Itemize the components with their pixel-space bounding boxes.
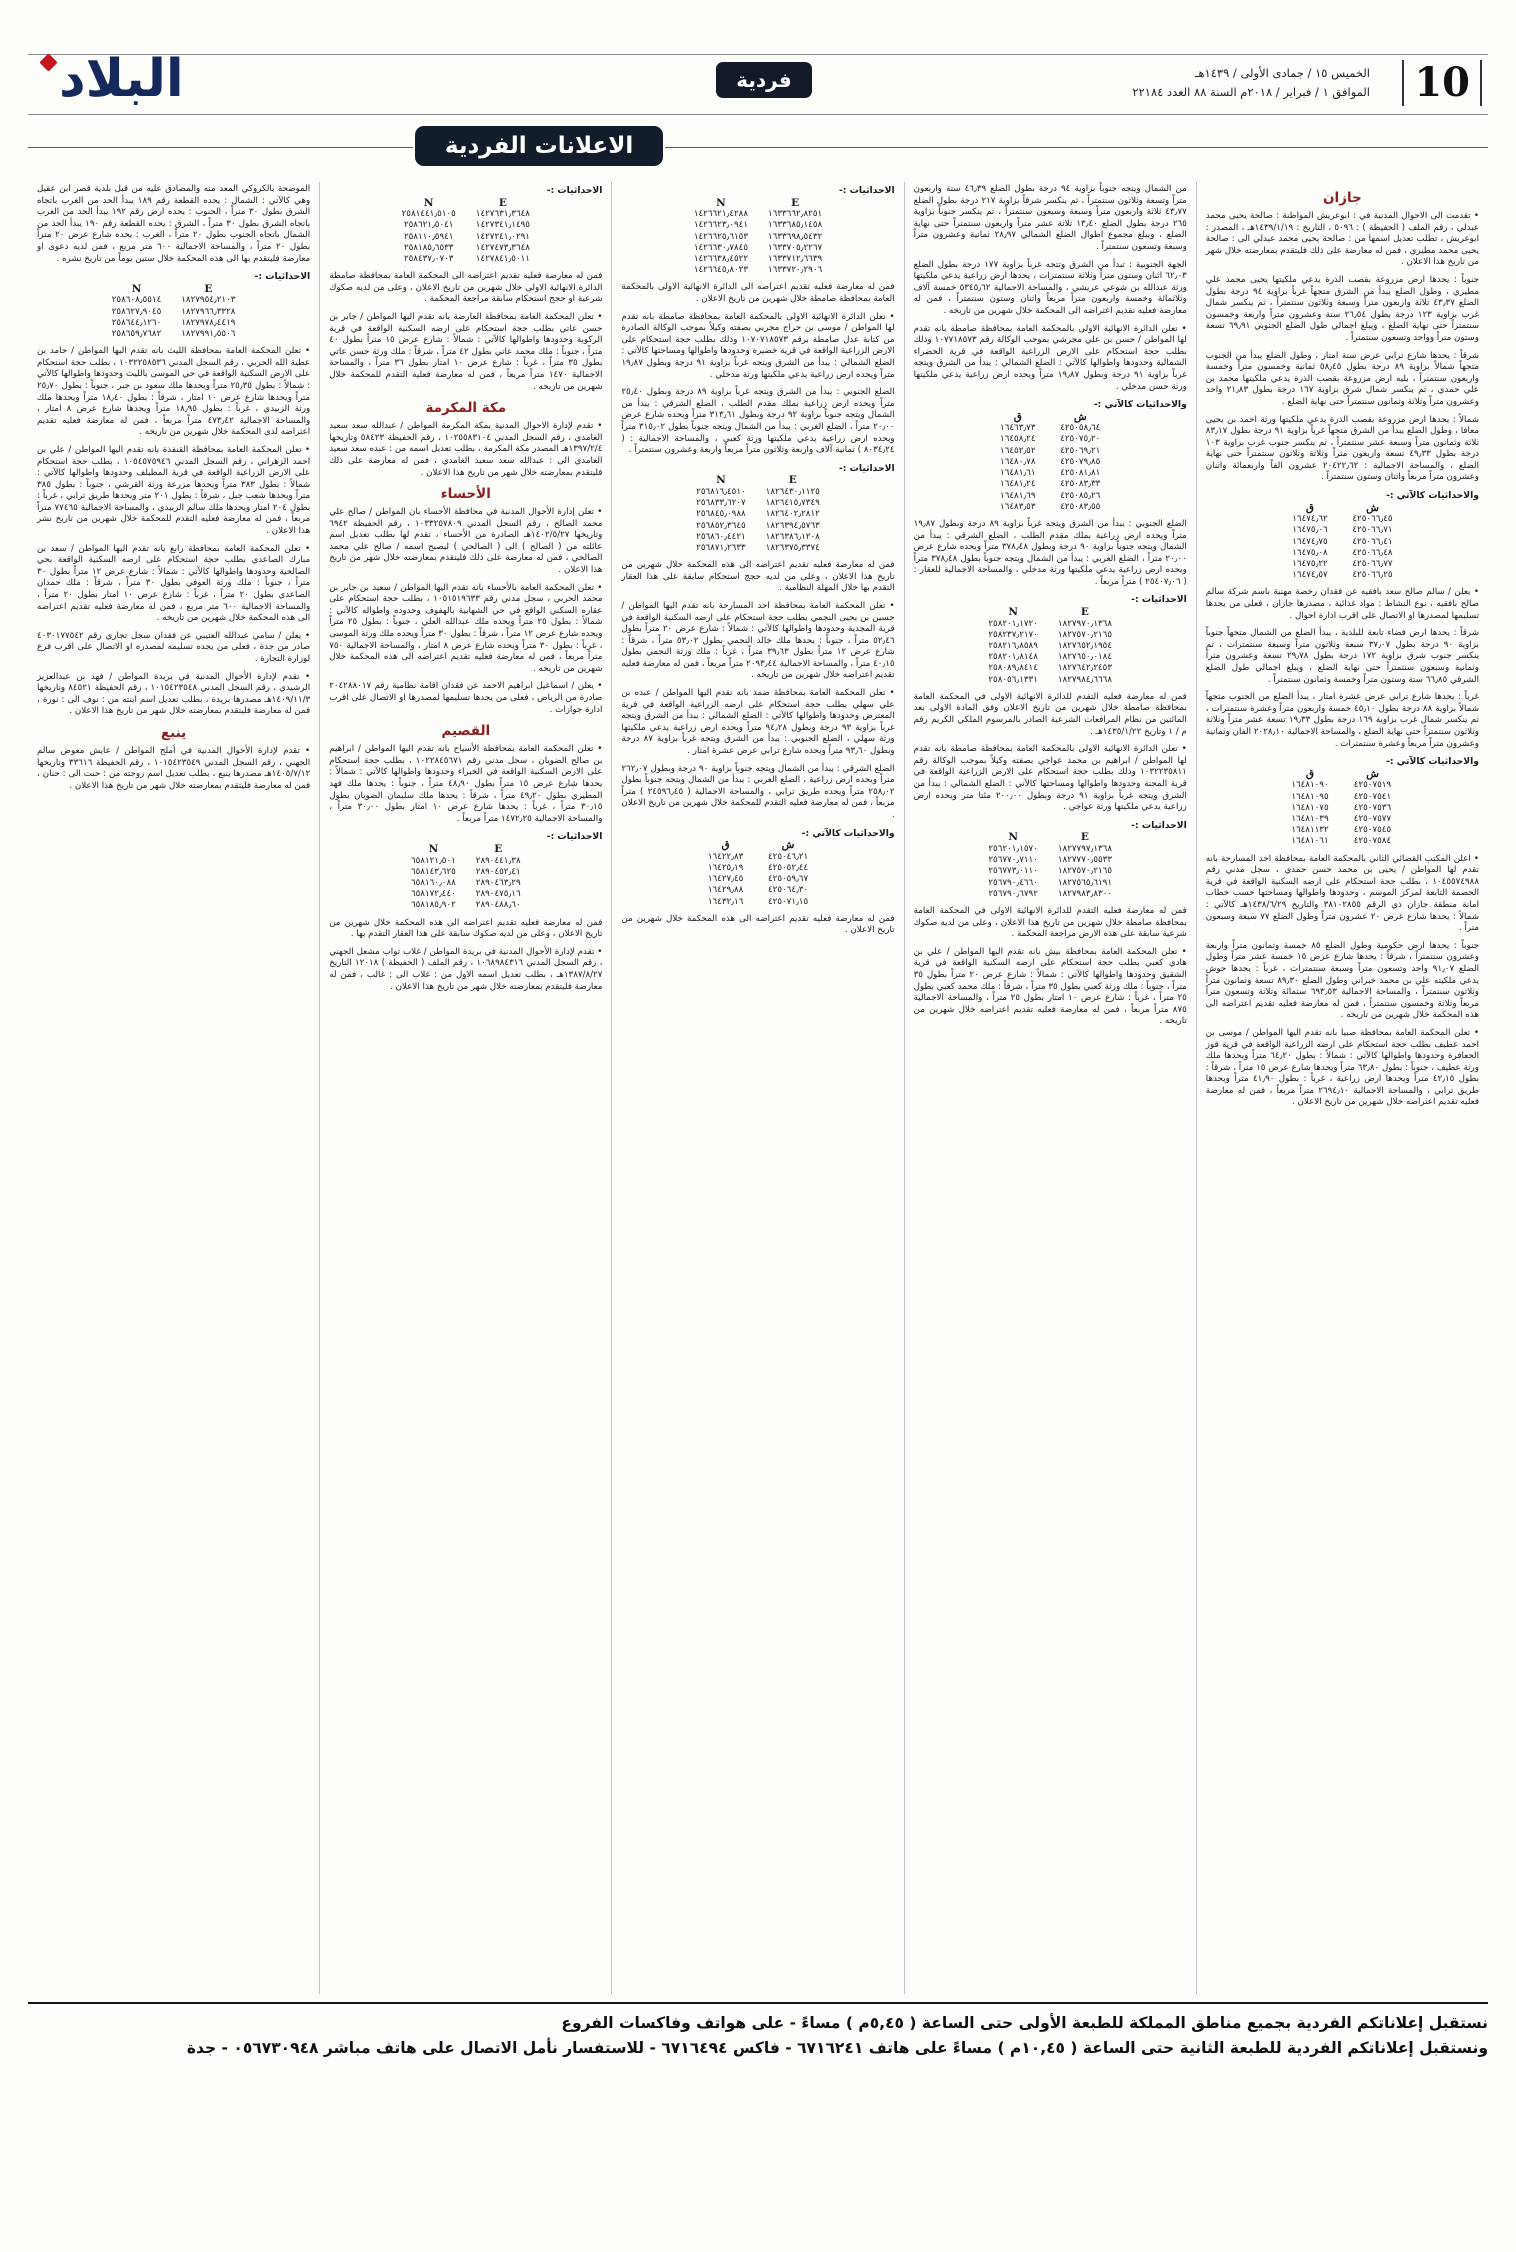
ad-paragraph: • تعلن المحكمة العامة بمحافظة الليث بانه تقدم اليها المواطن / حامد بن عطية الله الحربي ، رقم السجل المدني ١٠٣٢٢٥٨٥٣٦ ، بطلب حجة استحكام على الارض السكنية الواقعة في حي الموسى بالليث وحدودها واطوالها كالآتي : شمالاً : بطول ٢٥٫٣٥ متراً ويحدها ملك سعود بن جبر ، جنوباً : بطول ٢٥٫٧٠ متراً ويحدها شارع عرض ١٠ امتار ، شرقاً : بطول ١٨٫٤٠ متراً ويحدها ملك ورثة الزبيدي ، غرباً : بطول ١٨٫٩٥ متراً ويحدها شارع عرض ٨ امتار ، والمساحة الاجمالية ٤٧٣٫٤٢ متراً مربعاً ، فمن له معارضة فعليه تقديم اعتراضه لدى المحكمة خلال شهرين من تاريخه . [36,346,311,438]
ad-paragraph: الجهة الجنوبية : تبدأ من الشرق وتتجه غرباً بزاوية ١٧٧ درجة بطول الضلع ٦٢٫٠٣ اثنان وستون متراً وثلاثة سنتمترات ، يحدها ارض زراعية يدعي ملكيتها ورثة عبدالله بن شوعي عريشي ، والمساحة الاجمالية ٥٣٤٥٫٦٢ خمسة آلاف وثلاثمائة وخمسة واربعون متراً مربعاً واثنان وستون سنتمتراً ، فمن له معارضة فعليه تقديم اعتراضه الى المحكمة خلال شهرين من تاريخه . [913,259,1187,316]
coordinates-label: الاحداثيات :- [546,185,603,196]
ad-paragraph: فمن له معارضة فعليه تقديم اعتراضه الى المحكمة العامة بمحافظة صامطة الدائرة الانهائية الاولى خلال شهرين من تاريخ الاعلان ، وعلى من لديه صكوك شرعية او حجج استحكام سابقة مراجعة المحكمة . [329,271,603,305]
page-number: 10 [1414,59,1470,106]
coordinates-table: ش ق ٤٢٥٠٤٦٫٢١ ١٦٤٢٢٫٨٣ ٤٢٥٠٥٢٫٤٤ ١٦٤٢٥٫١٩ ٤٢٥٠٥٩٫٦٧ ١٦٤٢٧٫٤٥ ٤٢٥٠٦٤٫٣٠ ١٦٤٢٩٫٨٨ ٤٢٥٠٧١٫١٥ ١٦٤٣٢٫١٦ [707,839,809,907]
coordinates-table: ش ق ٤٢٥٠٦٦٫٤٥ ١٦٤٧٤٫٦٢ ٤٢٥٠٦٦٫٧١ ١٦٤٧٥٫٠٦ ٤٢٥٠٦٦٫٤١ ١٦٤٧٤٫٧٥ ٤٢٥٠٦٦٫٤٨ ١٦٤٧٥٫٠٨ ٤٢٥٠٦٦٫٧٧ ١٦٤٧٥٫٢٢ ٤٢٥٠٦٦٫٢٥ ١٦٤٧٤٫٥٧ [1292,501,1393,581]
coordinates-label: والاحداثيات كالآتي :- [1386,756,1479,768]
coordinates-label: الاحداثيات :- [546,831,603,843]
date-block [1132,64,1370,102]
section-heading: جازان [1323,190,1362,206]
ad-paragraph: • تعلن إدارة الأحوال المدنية في محافظة الأحساء بان المواطن / صالح علي محمد الصالح ، رقم السجل المدني ١٠٣٣٢٥٧٨٠٩ ، رقم الحفيظة ٦٩٤٢ وتاريخها ١٤٠٢/٥/٢٧هـ الصادرة من الأحساء ، تقدم لها بطلب تعديل اسم عائلته من ( الصالح ) الى ( الصالحي ) ليصبح اسمه / صالح علي محمد الصالحي ، فمن له معارضة على ذلك فليتقدم بمعارضته خلال شهر من تاريخ هذا الاعلان . [329,507,603,576]
ad-paragraph: • تعلن الدائرة الانهائية الاولى بالمحكمة العامة بمحافظة صامطة بانه تقدم لها المواطن / موسى بن حراج مجربي بصفته وكيلاً بموجب الوكالة الصادرة من كتابة عدل صامطة برقم ١٠٧٠٧١٨٥٧٣ وذلك بطلب حجة استحكام على الارض الزراعية الواقعة في قرية خضيرة وحدودها واطوالها ومساحتها كالآتي : الضلع الشمالي : يبدأ من الشرق ويتجه غرباً بزاوية ٩١ درجة وبطول ١٩٫٨٧ متراً ويحده ارض زراعية يدعي ملكيتها ورثة مدخلي . [621,311,895,380]
ad-paragraph: • تقدم لإدارة الأحوال المدنية في أملج المواطن / عايش معوض سالم الجهني ، رقم السجل المدني ١٠١٥٤٢٣٥٤٩ ، رقم الحفيظة ٣٣٦١٦ وتاريخها ١٤٠٥/٧/١٢هـ مصدرها ينبع ، بطلب تعديل اسم زوجته من : حنت الى : حنان ، فمن له معارضة فليتقدم بمعارضته خلال شهر من تاريخ هذا الاعلان . [36,745,311,791]
coordinates-table: ش ق ٤٢٥٠٧٥١٩ ١٦٤٨١٠٩٠ ٤٢٥٠٧٥٤١ ١٦٤٨١٠٩٥ ٤٢٥٠٧٥٣٦ ١٦٤٨١٠٧٥ ٤٢٥٠٧٥٧٧ ١٦٤٨١٠٣٩ ٤٢٥٠٧٥٤٥ ١٦٤٨١١٣٢ ٤٢٥٠٧٥٨٤ ١٦٤٨١٠٦١ [1291,767,1392,847]
page-header [28,49,1488,114]
page-footer [28,2002,1488,2061]
category-badge: فردية [716,62,812,98]
coordinates-table: ش ق ٤٢٥٠٥٨٫٦٤ ١٦٤٦٣٫٧٣ ٤٢٥٠٧٥٫٢٠ ١٦٤٥٨٫٢٤ ٤٢٥٠٦٩٫٢١ ١٦٤٥٢٫٥٢ ٤٢٥٠٧٩٫٨٥ ١٦٤٨٠٫٧٨ ٤٢٥٠٨١٫٨١ ١٦٤٨١٫٦١ ٤٢٥٠٨٣٫٣٣ ١٦٤٨١٫٢٤ ٤٢٥٠٨٥٫٢٦ ١٦٤٨١٫٦٩ ٤٢٥٠٨٣٫٥٥ ١٦٤٨٣٫٥٣ [1000,410,1101,512]
coordinates-table: N E ٢٥٦٨١٦٫٤٥١٠ ١٨٢٦٤٣٠٫١١٢٥ ٢٥٦٨٣٣٫٦٢٠٧ ١٨٢٦٤١٥٫٧٣٤٩ ٢٥٦٨٤٥٫٠٩٨٨ ١٨٢٦٤٠٢٫٢٨١٢ ٢٥٦٨٥٢٫٣٦٤٥ ١٨٢٦٣٩٤٫٥٧٦٣ ٢٥٦٨٦٠٫٤٤٢١ ١٨٢٦٣٨٦٫١٢٠٨ ٢٥٦٨٧١٫٢٦٣٣ ١٨٢٦٣٧٥٫٣٣٧٤ [696,474,820,553]
ad-paragraph: • تعلن الدائرة الانهائية الاولى بالمحكمة العامة بمحافظة صامطة بانه تقدم لها المواطن / حسن بن علي مجرشي بموجب الوكالة رقم ١٠٧٧١٨٥٧٣ وذلك بطلب حجة استحكام على الارض الزراعية الواقعة في قرية الخضراء الشمالية وحدودها واطوالها كالآتي : الضلع الشمالي : يبدأ من الشرق ويتجه غرباً بزاوية ٩١ درجة وبطول ١٩٫٨٧ متراً ويحده ارض زراعية يدعي ملكيتها ورثة حسن مدخلي . [913,323,1187,392]
ad-paragraph: فمن له معارضة فعليه تقديم اعتراضه الى هذه المحكمة خلال شهرين من تاريخ هذا الاعلان ، وعلى من لديه حجج استحكام سابقة على هذا العقار التقدم بها خلال المهلة النظامية . [621,560,895,594]
ad-paragraph: • تعلن المحكمة العامة بمحافظة العارضة بانه تقدم اليها المواطن / جابر بن حسن عاتي بطلب حجة استحكام على ارضه السكنية الواقعة في قرية الركوبة وحدودها واطوالها كالآتي : شمالاً : شارع عرض ١٥ متراً بطول ٤٠ متراً ، جنوباً : ملك محمد عاتي بطول ٤٢ متراً ، شرقاً : ملك ورثة حسن عاتي بطول ٣٥ متراً ، غرباً : شارع عرض ١٠ امتار بطول ٣٦ متراً ، والمساحة الاجمالية ١٤٧٠ متراً مربعاً ، فمن له معارضة فعليه التقدم للمحكمة خلال شهرين من تاريخه . [329,311,603,392]
column-1 [1196,182,1488,1994]
ad-paragraph: جنوباً : يحدها ارض مزروعة بقصب الذرة يدعي ملكيتها يحيى محمد علي مطيري ، وطول الضلع يبدأ من الشرق متجهاً غرباً بزاوية ٩٤ درجة بطول الضلع ٤٣٫٣٧ ثلاثة واربعون متراً وسبعة وثلاثون سنتمتراً ، ثم ينكسر شمال غرب بزاوية ١٢٣ درجة بطول ٢٦٫٥٤ ستة وعشرون متراً واربعة وخمسون سنتمتراً حتى نهاية الضلع ، ويبلغ اجمالي طول الضلع الجنوبي ٦٩٫٩١ تسعة وستون متراً وواحد وتسعون سنتمتراً . [1205,274,1480,343]
footer-line-2: ونستقبل إعلاناتكم الفردية للطبعة الثانية حتى الساعة ( ١٠,٤٥م ) مساءً على هاتف ٦٧١٦٢٤١ - فاكس ٦٧١٦٤٩٤ - للاستفسار نأمل الاتصال على هاتف مباشر ٠٥٦٧٣٠٩٤٨ - جدة [186,2039,1488,2057]
coordinates-table: N E ٢٥٦٢٠١٫١٥٧٠ ١٨٢٧٧٩٧٫١٣٦٨ ٢٥٦٧٧٠٫٧١١٠ ١٨٢٧٧٧٠٫٥٥٣٣ ٢٥٦٧٧٣٫٠١١٠ ١٨٢٧٥٧٠٫٢١٦٥ ٢٥٦٧٩٠٫٤٦٦٠ ١٨٢٧٥٦٥٫٦١٩١ ٢٥٦٧٩٠٫٦٧٩٢ ١٨٢٧٩٨٣٫٨٣٠٠ [988,831,1113,899]
ad-paragraph: • تقدم لإدارة الأحوال المدنية في بريدة المواطن / فهد بن عبدالعزيز الرشيدي ، رقم السجل المدني ١٠١٥٤٢٣٥٤٨ ، رقم الحفيظة ٨٤٥٢١ وتاريخها ١٤٠٩/١١/٣هـ مصدرها بريدة ، بطلب تعديل اسم ابنته من : نوف الى : نورة ، فمن له معارضة فليتقدم بمعارضته خلال شهر من تاريخ هذا الاعلان . [36,671,311,717]
coordinates-table: N E ٢٥٨١٤٤١٫٥١٠٥ ١٤٢٧٦٣١٫٣٦٤٨ ٢٥٨٦٢١٫٥٠٤١ ١٤٢٧٣٤١٫١٤٩٥ ٢٥٨١١٠٫٥٩٤١ ١٤٢٧٢٤١٫٠٢٩١ ٢٥٨١٨٥٫٦٥٣٣ ١٤٢٧٤٧٣٫٣٦٤٨ ٢٥٨٤٣٧٫٠٧٠٣ ١٤٢٧٨٤١٫٥٠١١ [401,196,530,264]
section-heading: مكة المكرمة [425,400,507,417]
section-heading: الأحساء [440,486,491,503]
ad-paragraph: الموضحة بالكروكي المعد منه والمصادق عليه من قبل بلدية قصر ابن عقيل وهي كالآتي : الشمال : يحده القطعة رقم ١٨٩ يبدأ الحد من الغرب باتجاه الشرق بطول ٣٠ متراً ، الجنوب : يحده ارض رقم ١٩٢ يبدأ الحد من الغرب باتجاه الشرق بطول ٣٠ متراً ، الشرق : يحده القطعة رقم ١٩٠ يبدأ الحد من الشمال باتجاه الجنوب بطول ٢٠ متراً ، الغرب : يحده شارع عرض ٢٠ متراً بطول ٢٠ متراً ، والمساحة الاجمالية ٦٠٠ متر مربع ، فمن لديه دعوى او معارضة فليتقدم بها الى هذه المحكمة خلال ستين يوماً من تاريخ نشره . [36,184,311,264]
ad-paragraph: • يعلن / سالم صالح سعد بافقيه عن فقدان رخصة مهنية باسم شركة سالم صالح بافقيه ، نوع النشاط : مواد غذائية ، مصدرها جازان ، فعلى من يجدها تسليمها لمصدرها او الاتصال على اقرب ادارة احوال . [1205,587,1479,621]
ad-paragraph: فمن له معارضة فعليه تقديم اعتراضه الى هذه المحكمة خلال شهرين من تاريخ الاعلان . [621,913,895,936]
ad-paragraph: فمن له معارضة فعليه التقدم للدائرة الانهائية الاولى في المحكمة العامة بمحافظة صامطة خلال شهرين من تاريخ هذا الاعلان ، وعلى من لديه صكوك شرعية سابقة على هذه الارض مراجعة المحكمة . [913,906,1187,940]
coordinates-label: والاحداثيات كالآتي :- [1093,399,1187,411]
column-3 [611,182,903,1994]
logo-text: البلاد [59,49,184,109]
column-5 [28,182,319,1994]
coordinates-table: N E ٦٥٨١٢١٫٥٠١ ٢٨٩٠٤٤١٫٣٨ ٦٥٨١٤٣٫٦٢٥ ٢٨٩٠٤٥٢٫٤١ ٦٥٨١٦٠٫٠٨٨ ٢٨٩٠٤٦٣٫٢٩ ٦٥٨١٧٢٫٤٤٠ ٢٨٩٠٤٧٥٫١٦ ٦٥٨١٨٥٫٩٠٢ ٢٨٩٠٤٨٨٫٦٠ [410,842,521,911]
column-4 [319,182,611,1994]
logo-accent-mark [39,53,57,71]
page-number-rule-left [1402,60,1404,106]
ad-paragraph: جنوباً : يحدها ارض حكومية وطول الضلع ٨٥ خمسة وثمانون متراً واربعة وعشرون سنتمتراً ، شرقاً : يحدها شارع عرض ١٥ خمسة عشر متراً وطول الضلع ٩١٫٠٧ واحد وتسعون متراً وسبعة سنتمترات ، غرباً : يحدها حوش يدعي ملكيته علي بن محمد خبراني وطول الضلع ٨٩٫٣٠ تسعة وثمانون متراً وثلاثون سنتمتراً ، والمساحة الاجمالية ٦٩٣٫٥٣ ستمائة وثلاثة وتسعون متراً مربعاً وثلاثة وخمسون سنتمتراً ، فمن له معارضة فعليه تقديم اعتراضه الى هذه المحكمة خلال شهرين من تاريخه . [1205,940,1480,1021]
ad-paragraph: شرقاً : يحدها شارع ترابي عرض ستة امتار ، وطول الضلع يبدأ من الجنوب متجهاً شمالاً بزاوية ٨٩ درجة بطول ٥٨٫٤٥ ثمانية وخمسون متراً وخمسة واربعون سنتمتراً ، يليه ارض مزروعة بقصب الذرة يدعي ملكيتها محمد بن علي حمدي ، ثم ينكسر شمال شرق بزاوية ١٦٧ درجة بطول ٢١٫٨٣ واحد وعشرون متراً وثلاثة وثمانون سنتمتراً حتى نهاية الضلع . [1205,350,1479,407]
ad-paragraph: • تعلن الدائرة الانهائية الاولى بالمحكمة العامة بمحافظة صامطة بانه تقدم لها المواطن / ابراهيم بن محمد عواجي بصفته وكيلاً بموجب الوكالة رقم ١٠٣٢٢٣٥٨١١ وذلك بطلب حجة استحكام على الارض الزراعية الواقعة في قرية المجنة وحدودها واطوالها ومساحتها كالآتي : الضلع الشمالي : يبدأ من الشرق ويتجه غرباً بزاوية ٩١ درجة وبطول ٢٠٠٫٠٠ مئتا متر ويحده ارض زراعية يدعي ملكيتها ورثة عواجي . [913,744,1187,813]
page-number-rule-right [1480,60,1482,106]
ad-paragraph: الضلع الجنوبي : يبدأ من الشرق ويتجه غرباً بزاوية ٨٩ درجة وبطول ٢٥٫٤٠ متراً ويحده ارض زراعية بملك مقدم الطلب ، الضلع الشرقي : يبدأ من الشمال ويتجه جنوباً بزاوية ٩٢ درجة وبطول ٣١٣٫٦١ متراً ويحده شارع عرض ٢٠٫٠٠ متراً ، الضلع الغربي : يبدأ من الشمال ويتجه جنوباً بطول ٣١٥٫٠٢ متراً ويحده ارض زراعية يدعي ملكيتها ورثة كعبي ، والمساحة الاجمالية : ( ٨٠٣٤٫٢٤ ) ثمانية آلاف واربعة وثلاثون متراً مربعاً واربعة وعشرون سنتمتراً . [621,387,895,456]
title-banner-row [28,126,1488,170]
coordinates-label: الاحداثيات :- [1131,594,1187,606]
ad-paragraph: الضلع الجنوبي : يبدأ من الشرق ويتجه غرباً بزاوية ٨٩ درجة وبطول ١٩٫٨٧ متراً ويحده ارض زراعية بملك مقدم الطلب ، الضلع الشرقي : يبدأ من الشمال ويتجه جنوباً بزاوية ٩٠ درجة وبطول ٣٧٨٫٤٨ متراً ويحده شارع عرض ٢٠٫٠٠ متراً ، الضلع الغربي : يبدأ من الشمال ويتجه جنوباً بطول ٣٧٨٫٤٨ متراً ويحده ارض زراعية يدعي ملكيتها ورثة مدخلي ، والمساحة الاجمالية للعقار : ( ٢٥٤٠٧٫٠٦ ) متراً مربعاً . [913,518,1187,587]
coordinates-label: الاحداثيات :- [838,185,895,196]
ad-paragraph: شمالاً : يحدها ارض مزروعة بقصب الذرة يدعي ملكيتها ورثة احمد بن يحيى معافا ، وطول الضلع يبدأ من الشرق متجهاً غرباً بزاوية ٩١ درجة بطول ٨٣٫١٧ ثلاثة وثمانون متراً وسبعة عشر سنتمتراً ، ثم ينكسر جنوب غرب بزاوية ١٠٣ درجة بطول ٤٩٫٣٣ تسعة واربعون متراً وثلاثة وثلاثون سنتمتراً حتى نهاية الضلع ، والمساحة الاجمالية : ٢٠٤٢٢٫٦٢ عشرون الفاً واربعمائة واثنان وعشرون متراً مربعاً واثنان وستون سنتمتراً . [1205,414,1480,483]
column-2 [904,182,1196,1994]
coordinates-label: الاحداثيات :- [838,462,895,474]
page-number-block [1402,60,1482,106]
ad-paragraph: • تعلن المحكمة العامة بمحافظة القنفذة بانه تقدم اليها المواطن / علي بن احمد الزهراني ، رقم السجل المدني ١٠٥٤٥٧٥٩٤٦ ، بطلب حجة استحكام على الارض الزراعية الواقعة في قرية المظيلف وحدودها واطوالها كالآتي : شمالاً : بطول ٣٨٣ متراً ويحدها مزرعة ورثة القرشي ، جنوباً : بطول ٣٨٥ متراً ويحدها شعب جبل ، شرقاً : بطول ٢٠١ متر ويحدها طريق ترابي ، غرباً : بطول ٢٠٤ امتار ويحدها ملك سالم الزبيدي ، والمساحة الاجمالية ٧٧٤٦٥ متراً مربعاً ، فمن له معارضة فعليه التقدم للمحكمة خلال شهرين من تاريخ نشر هذا الاعلان . [36,444,311,537]
ad-paragraph: • يعلن / سامي عبدالله العتيبي عن فقدان سجل تجاري رقم ٤٠٣٠١٧٧٥٤٢ صادر من جدة ، فعلى من يجده تسليمه لمصدره او الاتصال على اقرب فرع لوزارة التجارة . [36,630,311,664]
coordinates-table: N E ٢٥٨٢٠١٫١٧٢٠ ١٨٢٧٩٧٠٫١٣٦٨ ٢٥٨٢٣٧٫٢١٧٠ ١٨٢٧٥٧٠٫٢١٦٥ ٢٥٨٢١٦٫٨٥٨٩ ١٨٢٧٦٥٢٫١٩٥٤ ٢٥٨٢٠١٫٨١٤٨ ١٨٢٧٦٥٠٫٠١٨٤ ٢٥٨٠٨٩٫٨٤١٤ ١٨٢٧٦٤٢٫٢٤٥٣ ٢٥٨٠٥٦٫١٣٣١ ١٨٢٧٩٨٤٫٦٦٦٨ [988,606,1113,685]
coordinates-label: الاحداثيات :- [254,271,311,283]
coordinates-label: الاحداثيات :- [1131,819,1187,831]
ad-paragraph: • تقدمت الى الاحوال المدنية في : ابوعريش المواطنة : صالحة يحيى محمد عبدلي ، رقم الملف ( الحفيظة ) : ٥٠٩٦ ، التاريخ : ١٤٣٩/١/١٩هـ ، المصدر : ابوعريش ، تطلب تعديل اسمها من : صالحة يحيى محمد عبدلي الى : صالحة يحيى محمد مطيري ، فمن له معارضة على ذلك فليتقدم بمعارضته خلال شهر من تاريخ هذا الاعلان . [1205,211,1480,268]
ad-paragraph: الضلع الشرقي : يبدأ من الشمال ويتجه جنوباً بزاوية ٩٠ درجة وبطول ٢٦٢٫٠٧ متراً ويحده ارض زراعية ، الضلع الغربي : يبدأ من الشمال ويتجه جنوباً بطول ٢٥٨٫٠٢ متراً ويحده طريق ترابي ، والمساحة الاجمالية ( ٢٤٥٩٦٫٤٥ ) متراً مربعاً ، فمن له معارضة فعليه التقدم للمحكمة خلال شهرين من تاريخ الاعلان . [621,763,895,820]
ad-paragraph: فمن له معارضة فعليه تقديم اعتراضه الى الدائرة الانهائية الاولى بالمحكمة العامة بمحافظة صامطة خلال شهرين من تاريخ الاعلان . [621,282,895,304]
footer-line-1: نستقبل إعلاناتكم الفردية بجميع مناطق المملكة للطبعة الأولى حتى الساعة ( ٥,٤٥م ) مساءً - على هواتف وفاكسات الفروع [561,2014,1488,2032]
ad-paragraph: • يعلن / اسماعيل ابراهيم الاحمد عن فقدان اقامة نظامية رقم ٢٠٤٢٨٨٠١٧ صادرة من الرياض ، فعلى من يجدها تسليمها لمصدرها او الاتصال على اقرب ادارة جوازات . [329,681,603,715]
ad-paragraph: • تعلن المحكمة العامة بمحافظة احد المسارحة بانه تقدم اليها المواطن / حسين بن يحيى النجمي بطلب حجة استحكام على ارضه السكنية الواقعة في قرية المجدية وحدودها واطوالها كالآتي : شمالاً : شارع عرض ٢٠ متراً بطول ٥٢٫٤٦ متراً ، جنوباً : يحدها ملك خالد النجمي بطول ٥٣٫٠٢ متراً ، شرقاً : شارع عرض ١٢ متراً بطول ٣٩٫٦٣ متراً ، غرباً : ملك ورثة النجمي بطول ٤٠٫١٥ متراً ، والمساحة الاجمالية ٢٠٩٣٫٤٤ متراً مربعاً ، فمن له معارضة فعليه تقديم اعتراضه خلال شهرين من تاريخه . [621,600,895,681]
ad-paragraph: فمن له معارضة فعليه التقدم للدائرة الانهائية الاولى في المحكمة العامة بمحافظة صامطة خلال شهرين من تاريخ الاعلان وفق المادة الاولى بعد المائتين من نظام المرافعات الشرعية الصادر بالمرسوم الملكي الكريم رقم م / ١ وتاريخ ١٤٣٥/١/٢٢هـ . [913,691,1187,737]
date-gregorian: الموافق ١ / فبراير / ٢٠١٨م السنة ٨٨ العدد ٢٢١٨٤ [1132,85,1370,99]
ad-paragraph: غرباً : يحدها شارع ترابي عرض عشرة امتار ، يبدأ الضلع من الجنوب متجهاً شمالاً بزاوية ٨٨ درجة بطول ٤٥٫١٠ خمسة واربعون متراً وعشرة سنتمترات ، ثم ينكسر شمال غرب بزاوية ١٦٩ درجة بطول ١٩٫٣٣ تسعة عشر متراً وثلاثة وثلاثون سنتمتراً حتى نهاية الضلع ، والمساحة الاجمالية ٢٠٢٨٫١٠ الفان وثمانية وعشرون متراً مربعاً وعشرة سنتمترات . [1205,692,1479,749]
section-heading: القصيم [441,723,491,740]
ad-paragraph: فمن له معارضة فعليه تقديم اعتراضه الى هذه المحكمة خلال شهرين من تاريخ الاعلان ، وعلى من لديه صكوك سابقة على هذا العقار التقدم بها . [329,917,603,940]
coordinates-table: N E ١٤٢٦٦٢١٫٤٢٨٨ ١٦٣٣٦٦٢٫٨٢٥١ ١٤٢٦٦٢٣٫٠٩٤١ ١٦٣٣٦٨٥٫١٤٥٨ ١٤٢٦٦٢٥٫٦١٥٣ ١٦٣٣٦٩٨٫٥٤٣٢ ١٤٢٦٦٣٠٫٧٨٤٥ ١٦٣٣٧٠٥٫٢٢٦٧ ١٤٢٦٦٣٨٫٤٥٢٢ ١٦٣٣٧١٢٫٦٦٣٩ ١٤٢٦٦٤٥٫٨٠٢٣ ١٦٣٣٧٢٠٫٢٩٠٦ [693,196,823,276]
columns [28,182,1488,1994]
ad-paragraph: شرقاً : يحدها ارض فضاء تابعة للبلدية ، يبدأ الضلع من الشمال متجهاً جنوباً بزاوية ٩٠ درجة بطول ٣٧٫٠٧ سبعة وثلاثون متراً وسبعة سنتمترات ، ثم ينكسر جنوب شرق بزاوية ١٧٢ درجة بطول ٢٩٫٧٨ تسعة وعشرون متراً وثمانية وسبعون سنتمتراً حتى نهاية الضلع ، ويبلغ اجمالي طول الضلع الشرقي ٦٦٫٨٥ ستة وستون متراً وخمسة وثمانون سنتمتراً . [1205,628,1479,685]
ad-paragraph: • تعلن المحكمة العامة بالأحساء بانه تقدم اليها المواطن / سعيد بن جابر بن محمد الحربي ، سجل مدني رقم ١٠٥١٥١٩٦٣٣ ، بطلب حجة استحكام على عقاره السكني الواقع في حي الشهابية بالهفوف وحدوده واطواله كالآتي : شمالاً : بطول ٢٥ متراً ويحده ملك عبدالله العلي ، جنوباً : بطول ٢٥ متراً ويحده شارع عرض ١٢ متراً ، شرقاً : بطول ٣٠ متراً ويحده ملك ورثة الموسى ، غرباً : بطول ٣٠ متراً ويحده شارع عرض ٨ امتار ، والمساحة الاجمالية ٧٥٠ متراً مربعاً ، فمن له معارضة فعليه تقديم اعتراضه الى هذه المحكمة خلال شهرين من تاريخه . [329,582,603,674]
page-title-banner: الاعلانات الفردية [415,126,663,166]
ad-paragraph: • اعلن المكتب القضائي الثاني بالمحكمة العامة بمحافظة احد المسارحة بانه تقدم لها المواطن / يحيى بن محمد حسن حمدي ، سجل مدني رقم ١٠٤٥٥٧٤٩٨٨ ، بطلب حجة استحكام على ارضه السكنية الواقعة في قرية الحصمة التابعة لمركز الموسم ، وحدودها واطوالها ومساحتها حسب خطاب امانة منطقة جازان ذي الرقم ٣٨١٠٢٨٥٥ والتاريخ ١٤٣٨/٦/٢٩هـ كالآتي : شمالاً : يحدها شارع عرض ٢٠ عشرون متراً وطول الضلع ٧٧ سبعة وسبعون متراً . [1205,853,1479,934]
header-bottom-rule [28,114,1488,115]
section-heading: ينبع [160,724,187,741]
title-banner-line [28,147,1488,148]
date-hijri: الخميس ١٥ / جمادى الأولى / ١٤٣٩هـ [1195,66,1370,80]
newspaper-logo [42,48,184,110]
ad-paragraph: من الشمال ويتجه جنوباً بزاوية ٩٤ درجة بطول الضلع ٤٦٫٣٩ ستة واربعون متراً وتسعة وثلاثون سنتمتراً ، ثم ينكسر شرقاً بزاوية ٢١٧ درجة بطول الضلع ٤٣٫٧٧ ثلاثة واربعون متراً وسبعة وسبعون سنتمتراً ، ثم ينكسر جنوباً بزاوية ٢٦٥ درجة بطول الضلع ١٣٫٤٠ ثلاثة عشر متراً واربعون سنتمتراً حتى نهاية الضلع ، ويبلغ مجموع اطوال الضلع الشمالي ٢٨٫٩٧ ثمانية وعشرون متراً وسبعة وتسعون سنتمتراً . [913,184,1187,252]
ad-paragraph: • تعلن المحكمة العامة بمحافظة صبيا بانه تقدم اليها المواطن / موسى بن احمد عطيف بطلب حجة استحكام على ارضه الزراعية الواقعة في قرية قوز الجعافرة وحدودها واطوالها كالآتي : شمالاً : بطول ٦٤٫٢٠ متراً ويحدها ملك ورثة عطيف ، جنوباً : بطول ٦٣٫٨٠ متراً ويحدها شارع عرض ١٥ متراً ، شرقاً : بطول ٤٢٫١٥ متراً ويحدها ارض زراعية ، غرباً : بطول ٤١٫٩٠ متراً ويحدها طريق ترابي ، والمساحة الاجمالية ٢٦٩٤٫١٠ متراً مربعاً ، فمن له معارضة فعليه تقديم اعتراضه خلال شهرين من تاريخ الاعلان . [1205,1027,1480,1108]
ad-paragraph: • تعلن المحكمة العامة بمحافظة الأسياح بانه تقدم اليها المواطن / ابراهيم بن صالح الضويان ، سجل مدني رقم ١٠٢٢٨٤٥٦٧١ ، بطلب حجة استحكام على الارض السكنية الواقعة في الخبراء وحدودها واطوالها كالآتي : شمالاً : يحدها شارع عرض ١٥ متراً بطول ٤٨٫٩٠ متراً ، جنوباً : يحدها ملك فهد المطيري بطول ٤٩٫٢٠ متراً ، شرقاً : يحدها ملك سليمان الضويان بطول ٣٠٫١٥ متراً ، غرباً : يحدها شارع عرض ١٠ امتار بطول ٣٠٫٠٠ متراً ، والمساحة الاجمالية ١٤٧٢٫٢٥ متراً مربعاً . [329,744,603,824]
ad-paragraph: • تعلن المحكمة العامة بمحافظة ضمد بانه تقدم اليها المواطن / عبده بن علي سهلي بطلب حجة استحكام على ارضه الزراعية الواقعة في قرية المعترض وحدودها واطوالها كالآتي : الضلع الشمالي : يبدأ من الشرق ويتجه غرباً بزاوية ٩٣ درجة وبطول ٩٤٫٢٨ متراً ويحده ارض زراعية يدعي ملكيتها ورثة سهلي ، الضلع الجنوبي : يبدأ من الشرق ويتجه غرباً بزاوية ٨٧ درجة وبطول ٩٣٫٦٠ متراً ويحده شارع ترابي عرض عشرة امتار . [621,688,895,757]
ad-paragraph: • تعلن المحكمة العامة بمحافظة بيش بانه تقدم اليها المواطن / علي بن هادي كعبي بطلب حجة استحكام على ارضه السكنية الواقعة في قرية الشقيق وحدودها واطوالها كالآتي : شمالاً : شارع عرض ٢٠ متراً بطول ٣٥ متراً ، جنوباً : ملك ورثة كعبي بطول ٣٥ متراً ، شرقاً : ملك محمد كعبي بطول ٢٥ متراً ، غرباً : شارع عرض ١٠ امتار بطول ٢٥ متراً ، والمساحة الاجمالية ٨٧٥ متراً مربعاً ، فمن له معارضة فعليه تقديم اعتراضه خلال شهرين من تاريخه . [913,946,1187,1027]
ad-paragraph: • تقدم لإدارة الأحوال المدنية في بريدة المواطن / غلاب ثواب مشعل الجهني ، رقم السجل المدني ١٠٦٨٩٨٤٣١٦ ، رقم الملف ( الحفيظة ) ١٢٠١٨ التاريخ ١٣٨٧/٨/٢٧هـ ، بطلب تعديل اسمه الاول من : غلاب الى : غالب ، فمن له معارضة فليتقدم بمعارضته خلال شهر من تاريخ هذا الاعلان . [329,946,603,992]
ad-paragraph: • تعلن المحكمة العامة بمحافظة رابغ بانه تقدم اليها المواطن / سعد بن مبارك الصاعدي بطلب حجة استحكام على ارضه السكنية الواقعة بحي الصالحية وحدودها واطوالها كالآتي : شمالاً : شارع عرض ١٢ متراً بطول ٣٠ متراً ، جنوباً : ملك ورثة العوفي بطول ٣٠ متراً ، شرقاً : ملك حمدان الصاعدي بطول ٢٠ متراً ، غرباً : شارع عرض ١٠ امتار بطول ٢٠ متراً ، والمساحة الاجمالية ٦٠٠ متر مربع ، فمن له معارضة فعليه تقديم اعتراضه الى هذه المحكمة خلال شهرين من تاريخه . [36,543,311,624]
ad-paragraph: • تقدم لإدارة الاحوال المدنية بمكة المكرمة المواطن / عبدالله سعد سعيد الغامدي ، رقم السجل المدني ١٠٢٥٥٨٣١٠٤ ، رقم الحفيظة ٥٨٤٢٣ وتاريخها ١٣٩٧/٢/٤هـ المصدر مكة المكرمة ، بطلب تعديل اسمه من : عبده سعد سعيد الغامدي الى : عبدالله سعد سعيد الغامدي ، فمن له معارضة على ذلك فليتقدم بمعارضته خلال شهر من تاريخ هذا الاعلان . [329,421,603,478]
coordinates-label: والاحداثيات كالآتي :- [1386,490,1479,502]
coordinates-label: والاحداثيات كالآتي :- [801,827,895,839]
coordinates-table: N E ٢٥٨٦٠٨٫٥٥١٤ ١٨٢٧٩٥٤٫٢١٠٣ ٢٥٨٦٢٧٫٩٠٤٥ ١٨٢٧٩٦٦٫٣٣٢٨ ٢٥٨٦٤٤٫١٢٦٠ ١٨٢٧٩٧٨٫٤٤١٩ ٢٥٨٦٥٩٫٧٦٨٢ ١٨٢٧٩٩١٫٥٥٠٦ [111,282,236,339]
